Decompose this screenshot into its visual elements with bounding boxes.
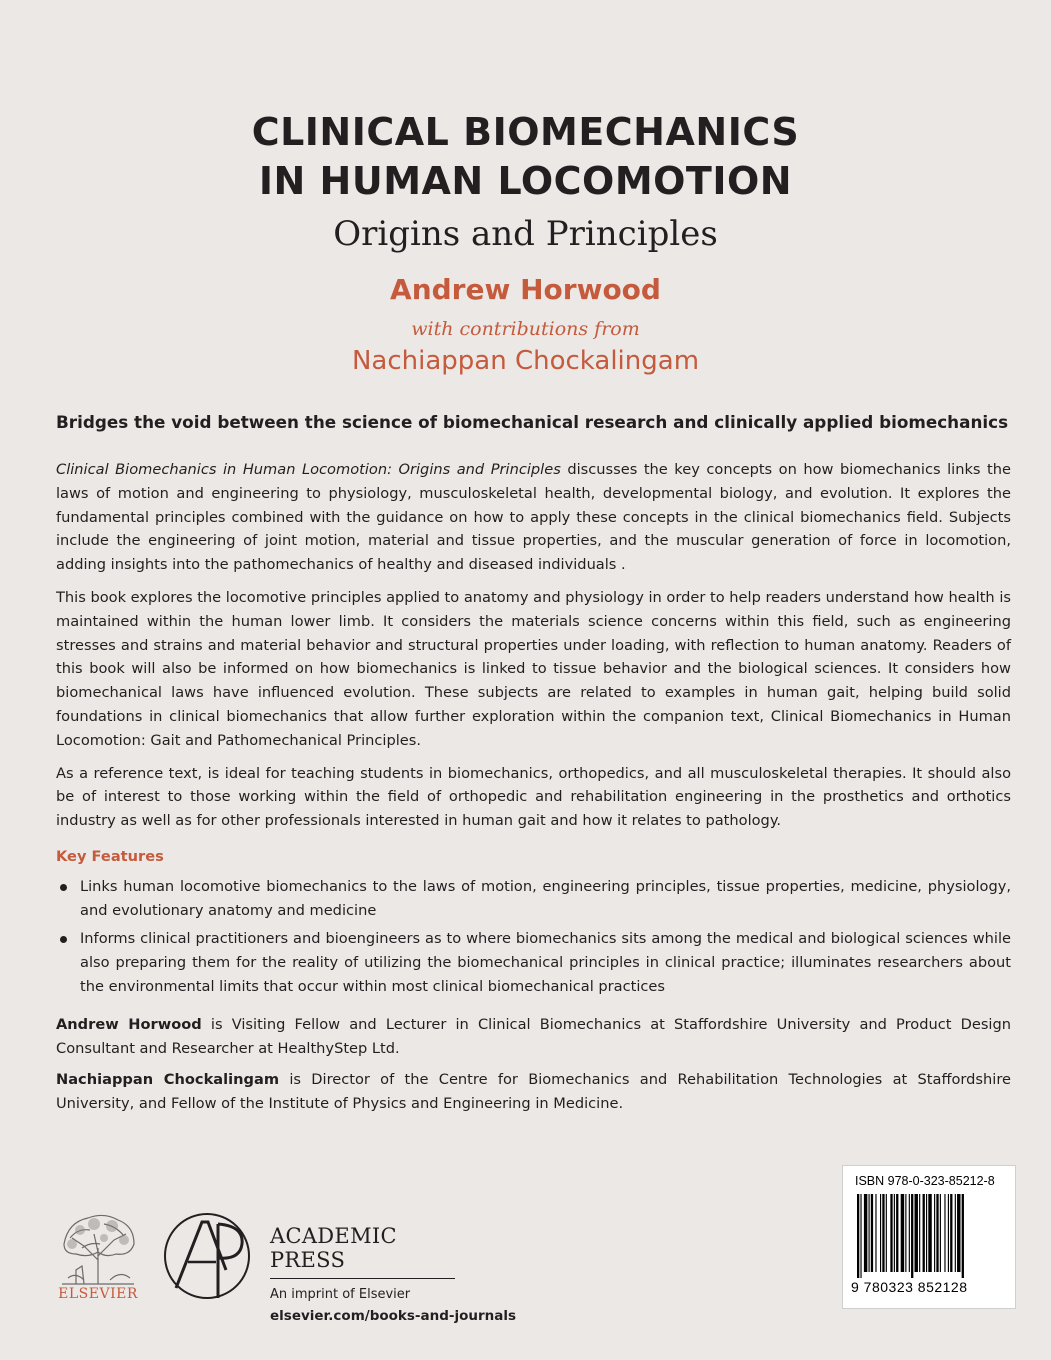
bullet-icon	[60, 884, 67, 891]
barcode-bar	[948, 1194, 949, 1272]
barcode-bar	[882, 1194, 884, 1272]
paragraph-1-text: discusses the key concepts on how biomechanics links the laws of motion and engineering to physiology, musculoskeletal health, developmental biology, and evolution. It explores the fundamental principles combined with the guidance on how to apply these concepts in the clinical biomechanics field. Subjects include the engineering of joint motion, material and tissue properties, and the muscular generation of force in locomotion, adding insights into the pathomechanics of healthy and diseased individuals .	[56, 461, 1011, 574]
barcode-bar	[936, 1194, 938, 1272]
barcode-bar	[901, 1194, 904, 1272]
barcode-bar	[919, 1194, 920, 1272]
imprint-label: An imprint of Elsevier	[270, 1287, 411, 1302]
book-title-line-1: CLINICAL BIOMECHANICS	[251, 110, 800, 154]
author-name: Andrew Horwood	[390, 273, 661, 306]
book-title-line-2: IN HUMAN LOCOMOTION	[258, 159, 793, 203]
barcode-bar	[962, 1194, 964, 1278]
barcode-icon	[855, 1194, 1005, 1280]
paragraph-2: This book explores the locomotive principles applied to anatomy and physiology in order to help readers understand how health is maintained within the human lower limb. It considers the materials science concerns within this field, such as engineering stresses and strains and material behavior and structural properties under loading, with reflection to human anatomy. Readers of this book will also be informed on how biomechanics is linked to tissue behavior and the biological sciences. It considers how biomechanical laws have influenced evolution. These subjects are related to examples in human gait, helping build solid foundations in clinical biomechanics that allow further exploration within the companion text, Clinical Biomechanics in Human Locomotion: Gait and Pathomechanical Principles.	[56, 588, 1011, 749]
author-bio	[56, 1013, 1011, 1061]
barcode-bar	[950, 1194, 952, 1272]
barcode-bar	[896, 1194, 898, 1272]
paragraph-1	[56, 458, 1011, 577]
contributions-label: with contributions from	[411, 318, 640, 340]
key-feature-item	[56, 875, 1011, 923]
barcode-bar	[944, 1194, 945, 1272]
key-feature-item	[56, 927, 1011, 998]
contributor-name: Nachiappan Chockalingam	[351, 346, 700, 376]
contributor-bio-name: Nachiappan Chockalingam	[56, 1071, 280, 1089]
barcode-bar	[890, 1194, 892, 1272]
key-features-list	[56, 875, 1011, 999]
barcode-bar	[875, 1194, 876, 1272]
barcode-bar	[928, 1194, 931, 1272]
tagline: Bridges the void between the science of biomechanical research and clinically applied biomechanics	[56, 412, 1009, 432]
paragraph-3: As a reference text, is ideal for teaching students in biomechanics, orthopedics, and all musculoskeletal therapies. It should also be of interest to those working within the field of orthopedic and rehabilitation engineering in the prosthetics and orthotics industry as well as for other professionals interested in human gait and how it relates to pathology.	[56, 764, 1011, 830]
barcode-bar	[894, 1194, 895, 1272]
key-features-heading: Key Features	[56, 847, 164, 865]
barcode-bar	[871, 1194, 873, 1272]
isbn-barcode-box	[842, 1165, 1016, 1309]
barcode-digits: 9 780323 852128	[851, 1279, 968, 1295]
blurb	[56, 408, 1011, 1124]
author-bio-text: is Visiting Fellow and Lecturer in Clinical Biomechanics at Staffordshire University and Product Design Consultant and Researcher at HealthyStep Ltd.	[56, 1015, 1012, 1057]
bullet-icon	[60, 936, 67, 943]
barcode-bar	[857, 1194, 859, 1278]
key-feature-text: Informs clinical practitioners and bioengineers as to where biomechanics sits among the medical and biological sciences while also preparing them for the reality of utilizing the biomechanical principles in clinical practice; illuminates researchers about the environmental limits that occur within most clinical biomechanical practices	[80, 930, 1011, 995]
author-bio-name: Andrew Horwood	[56, 1015, 202, 1033]
paragraph-1-book-title: Clinical Biomechanics in Human Locomotion: Origins and Principles	[56, 461, 561, 478]
isbn-label: ISBN 978-0-323-85212-8	[855, 1174, 995, 1188]
barcode-bar	[926, 1194, 927, 1272]
contributor-bio	[56, 1068, 1011, 1116]
barcode-bar	[915, 1194, 918, 1272]
barcode-bar	[934, 1194, 935, 1272]
barcode-bar	[940, 1194, 941, 1272]
publisher-info	[270, 1224, 516, 1324]
barcode-bar	[909, 1194, 910, 1272]
barcode-bar	[860, 1194, 861, 1278]
barcode-bar	[880, 1194, 881, 1272]
contributor-bio-text: is Director of the Centre for Biomechanics and Rehabilitation Technologies at Staffordshire University, and Fellow of the Institute of Physics and Engineering in Medicine.	[56, 1071, 1011, 1113]
barcode-bar	[955, 1194, 956, 1272]
barcode-bar	[905, 1194, 906, 1272]
barcode-bar	[864, 1194, 867, 1272]
publisher-name: ACADEMIC PRESS	[270, 1224, 455, 1279]
barcode-bar	[869, 1194, 870, 1272]
publisher-url: elsevier.com/books-and-journals	[270, 1308, 517, 1324]
barcode-bar	[886, 1194, 887, 1272]
barcode-bar	[923, 1194, 925, 1272]
elsevier-wordmark: ELSEVIER	[58, 1286, 138, 1302]
barcode-bar	[911, 1194, 913, 1278]
key-feature-text: Links human locomotive biomechanics to the laws of motion, engineering principles, tissue properties, medicine, physiology, and evolutionary anatomy and medicine	[80, 877, 1011, 919]
barcode-bar	[957, 1194, 960, 1272]
book-subtitle: Origins and Principles	[333, 214, 718, 254]
title-block	[0, 108, 1051, 378]
academic-press-logo-icon	[162, 1206, 252, 1306]
